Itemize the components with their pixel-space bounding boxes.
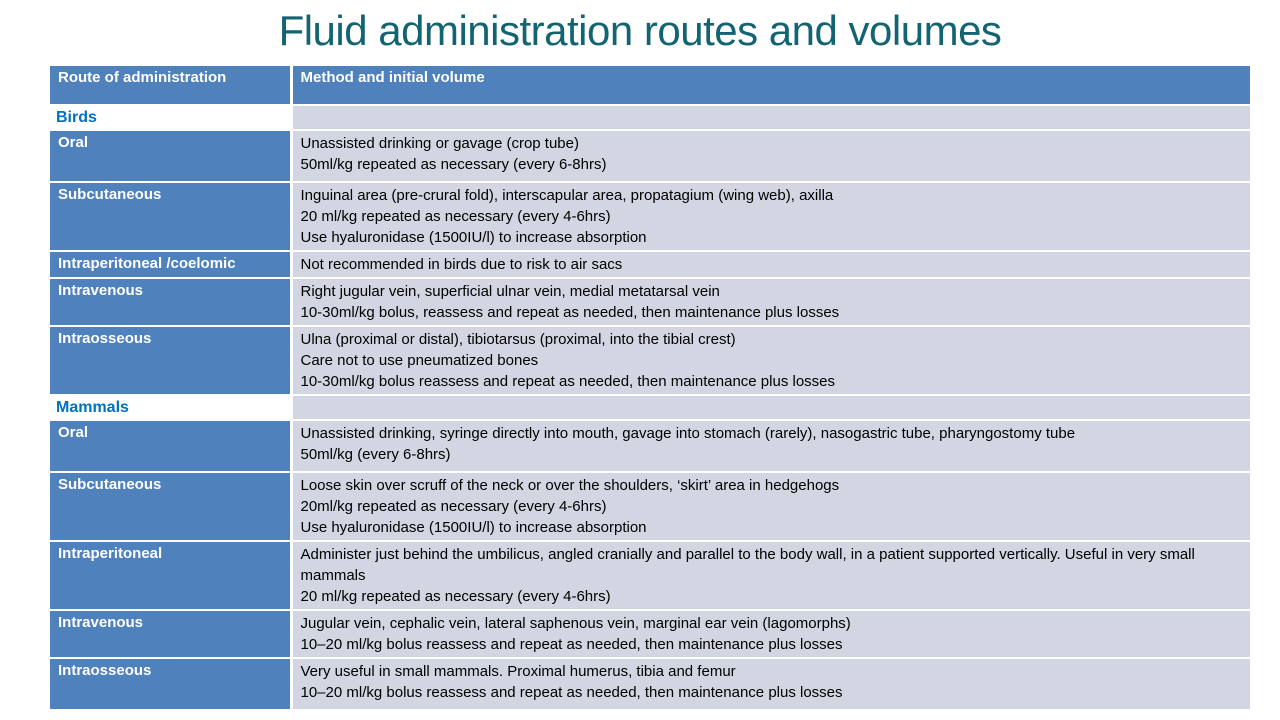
method-cell <box>291 130 1251 182</box>
route-cell: Oral <box>49 420 291 472</box>
method-line: Very useful in small mammals. Proximal humerus, tibia and femur <box>300 663 736 680</box>
method-cell <box>291 420 1251 472</box>
method-cell <box>291 326 1251 395</box>
route-cell: Intraperitoneal <box>49 541 291 610</box>
fluid-administration-table <box>48 64 1252 711</box>
method-line: 10–20 ml/kg bolus reassess and repeat as needed, then maintenance plus losses <box>300 684 843 701</box>
method-line: Administer just behind the umbilicus, angled cranially and parallel to the body wall, in a patient supported vertically. Useful in very small mammals <box>300 546 1195 584</box>
method-line: Ulna (proximal or distal), tibiotarsus (proximal, into the tibial crest) <box>300 331 736 348</box>
method-line: Not recommended in birds due to risk to air sacs <box>300 256 623 273</box>
method-line: 50ml/kg (every 6-8hrs) <box>300 446 451 463</box>
section-row-mammals <box>49 395 1251 420</box>
page-title: Fluid administration routes and volumes <box>278 7 1002 54</box>
table-row <box>49 130 1251 182</box>
method-line: Unassisted drinking, syringe directly into mouth, gavage into stomach (rarely), nasogastric tube, pharyngostomy tube <box>300 425 1076 442</box>
table-row <box>49 182 1251 251</box>
table-row <box>49 420 1251 472</box>
section-fill-cell <box>291 105 1251 130</box>
method-line: Care not to use pneumatized bones <box>300 352 539 369</box>
route-cell: Intraosseous <box>49 326 291 395</box>
section-label: Birds <box>49 105 291 130</box>
method-cell <box>291 182 1251 251</box>
method-line: Jugular vein, cephalic vein, lateral saphenous vein, marginal ear vein (lagomorphs) <box>300 615 851 632</box>
method-line: 20 ml/kg repeated as necessary (every 4-6hrs) <box>300 208 611 225</box>
method-line: 10–20 ml/kg bolus reassess and repeat as needed, then maintenance plus losses <box>300 636 843 653</box>
section-row-birds <box>49 105 1251 130</box>
method-line: Use hyaluronidase (1500IU/l) to increase absorption <box>300 519 647 536</box>
table-row <box>49 658 1251 710</box>
route-cell: Intravenous <box>49 610 291 658</box>
section-fill-cell <box>291 395 1251 420</box>
table-row <box>49 326 1251 395</box>
method-line: Use hyaluronidase (1500IU/l) to increase absorption <box>300 229 647 246</box>
column-header-route: Route of administration <box>49 65 291 105</box>
method-cell <box>291 472 1251 541</box>
method-line: 10-30ml/kg bolus reassess and repeat as needed, then maintenance plus losses <box>300 373 835 390</box>
method-cell <box>291 251 1251 278</box>
section-label: Mammals <box>49 395 291 420</box>
method-cell <box>291 658 1251 710</box>
table-row <box>49 541 1251 610</box>
method-cell <box>291 278 1251 326</box>
table-row <box>49 472 1251 541</box>
table-row <box>49 251 1251 278</box>
method-line: 20ml/kg repeated as necessary (every 4-6hrs) <box>300 498 607 515</box>
table-row <box>49 278 1251 326</box>
table-header-row <box>49 65 1251 105</box>
route-cell: Intraosseous <box>49 658 291 710</box>
method-line: Right jugular vein, superficial ulnar vein, medial metatarsal vein <box>300 283 720 300</box>
method-line: Inguinal area (pre-crural fold), interscapular area, propatagium (wing web), axilla <box>300 187 834 204</box>
method-cell <box>291 541 1251 610</box>
route-cell: Intravenous <box>49 278 291 326</box>
route-cell: Subcutaneous <box>49 472 291 541</box>
route-cell: Oral <box>49 130 291 182</box>
method-line: Unassisted drinking or gavage (crop tube) <box>300 135 579 152</box>
method-line: 20 ml/kg repeated as necessary (every 4-6hrs) <box>300 588 611 605</box>
method-line: 50ml/kg repeated as necessary (every 6-8hrs) <box>300 156 607 173</box>
method-cell <box>291 610 1251 658</box>
column-header-method: Method and initial volume <box>291 65 1251 105</box>
route-cell: Intraperitoneal /coelomic <box>49 251 291 278</box>
method-line: 10-30ml/kg bolus, reassess and repeat as needed, then maintenance plus losses <box>300 304 840 321</box>
route-cell: Subcutaneous <box>49 182 291 251</box>
method-line: Loose skin over scruff of the neck or over the shoulders, ‘skirt’ area in hedgehogs <box>300 477 840 494</box>
table-row <box>49 610 1251 658</box>
